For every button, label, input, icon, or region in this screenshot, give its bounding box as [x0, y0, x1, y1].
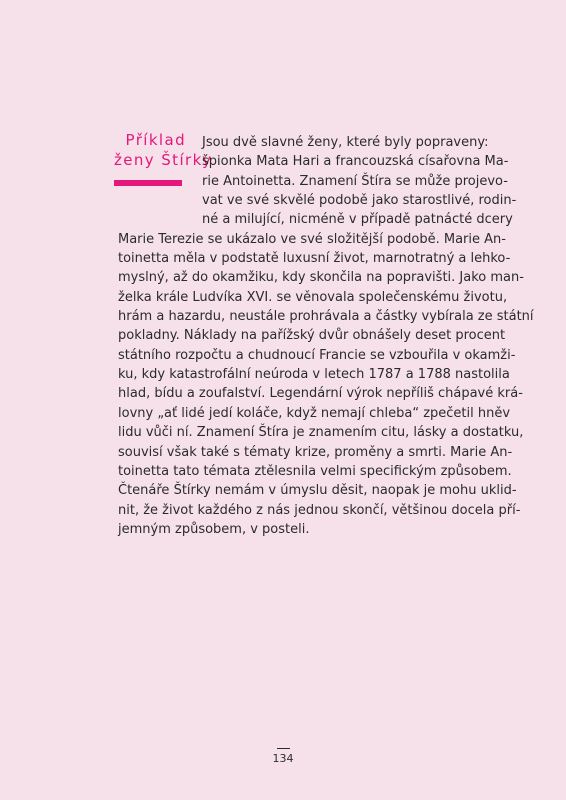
body-line: nit, že život každého z nás jednou skončí, většinou docela pří-	[118, 502, 521, 518]
body-line: toinetta tato témata ztělesnila velmi specifickým způsobem.	[118, 463, 512, 479]
body-line: hlad, bídu a zoufalství. Legendární výrok nepříliš chápavé krá-	[118, 386, 523, 402]
sidebar-heading-line-2: ženy Štírky	[114, 151, 213, 169]
body-line: myslný, až do okamžiku, kdy skončila na popravišti. Jako man-	[118, 270, 524, 286]
body-line: Jsou dvě slavné ženy, které byly popraveny:	[202, 135, 489, 150]
page-number: 134	[272, 752, 294, 765]
body-line: rie Antoinetta. Znamení Štíra se může projevo-	[202, 173, 508, 189]
body-line: né a milující, nicméně v případě patnácté dcery	[202, 212, 513, 228]
body-text	[118, 133, 534, 539]
body-line: jemným způsobem, v posteli.	[118, 521, 310, 537]
body-line: Marie Terezie se ukázalo ve své složitější podobě. Marie An-	[118, 231, 506, 247]
footer-rule	[277, 748, 290, 749]
body-line: špionka Mata Hari a francouzská císařovna Ma-	[202, 154, 509, 170]
body-line: hrám a hazardu, neustále prohrávala a částky vybírala ze státní	[118, 309, 534, 325]
body-line: Čtenáře Štírky nemám v úmyslu děsit, naopak je mohu uklid-	[118, 483, 517, 499]
body-line: státního rozpočtu a chudnoucí Francie se vzbouřila v okamži-	[118, 347, 516, 363]
body-line: želka krále Ludvíka XVI. se věnovala společenskému životu,	[118, 289, 508, 305]
body-line: toinetta měla v podstatě luxusní život, marnotratný a lehko-	[118, 251, 511, 267]
sidebar-heading-line-1: Příklad	[125, 131, 186, 149]
body-line: lidu vůči ní. Znamení Štíra je znamením citu, lásky a dostatku,	[118, 425, 524, 441]
body-line: lovny „ať lidé jedí koláče, když nemají chleba“ zpečetil hněv	[118, 405, 511, 421]
body-line: pokladny. Náklady na pařížský dvůr obnášely deset procent	[118, 328, 506, 344]
body-line: souvisí však také s tématy krize, proměny a smrti. Marie An-	[118, 444, 513, 460]
body-line: vat ve své skvělé podobě jako starostlivé, rodin-	[202, 193, 517, 209]
body-line: ku, kdy katastrofální neúroda v letech 1787 a 1788 nastolila	[118, 367, 510, 383]
